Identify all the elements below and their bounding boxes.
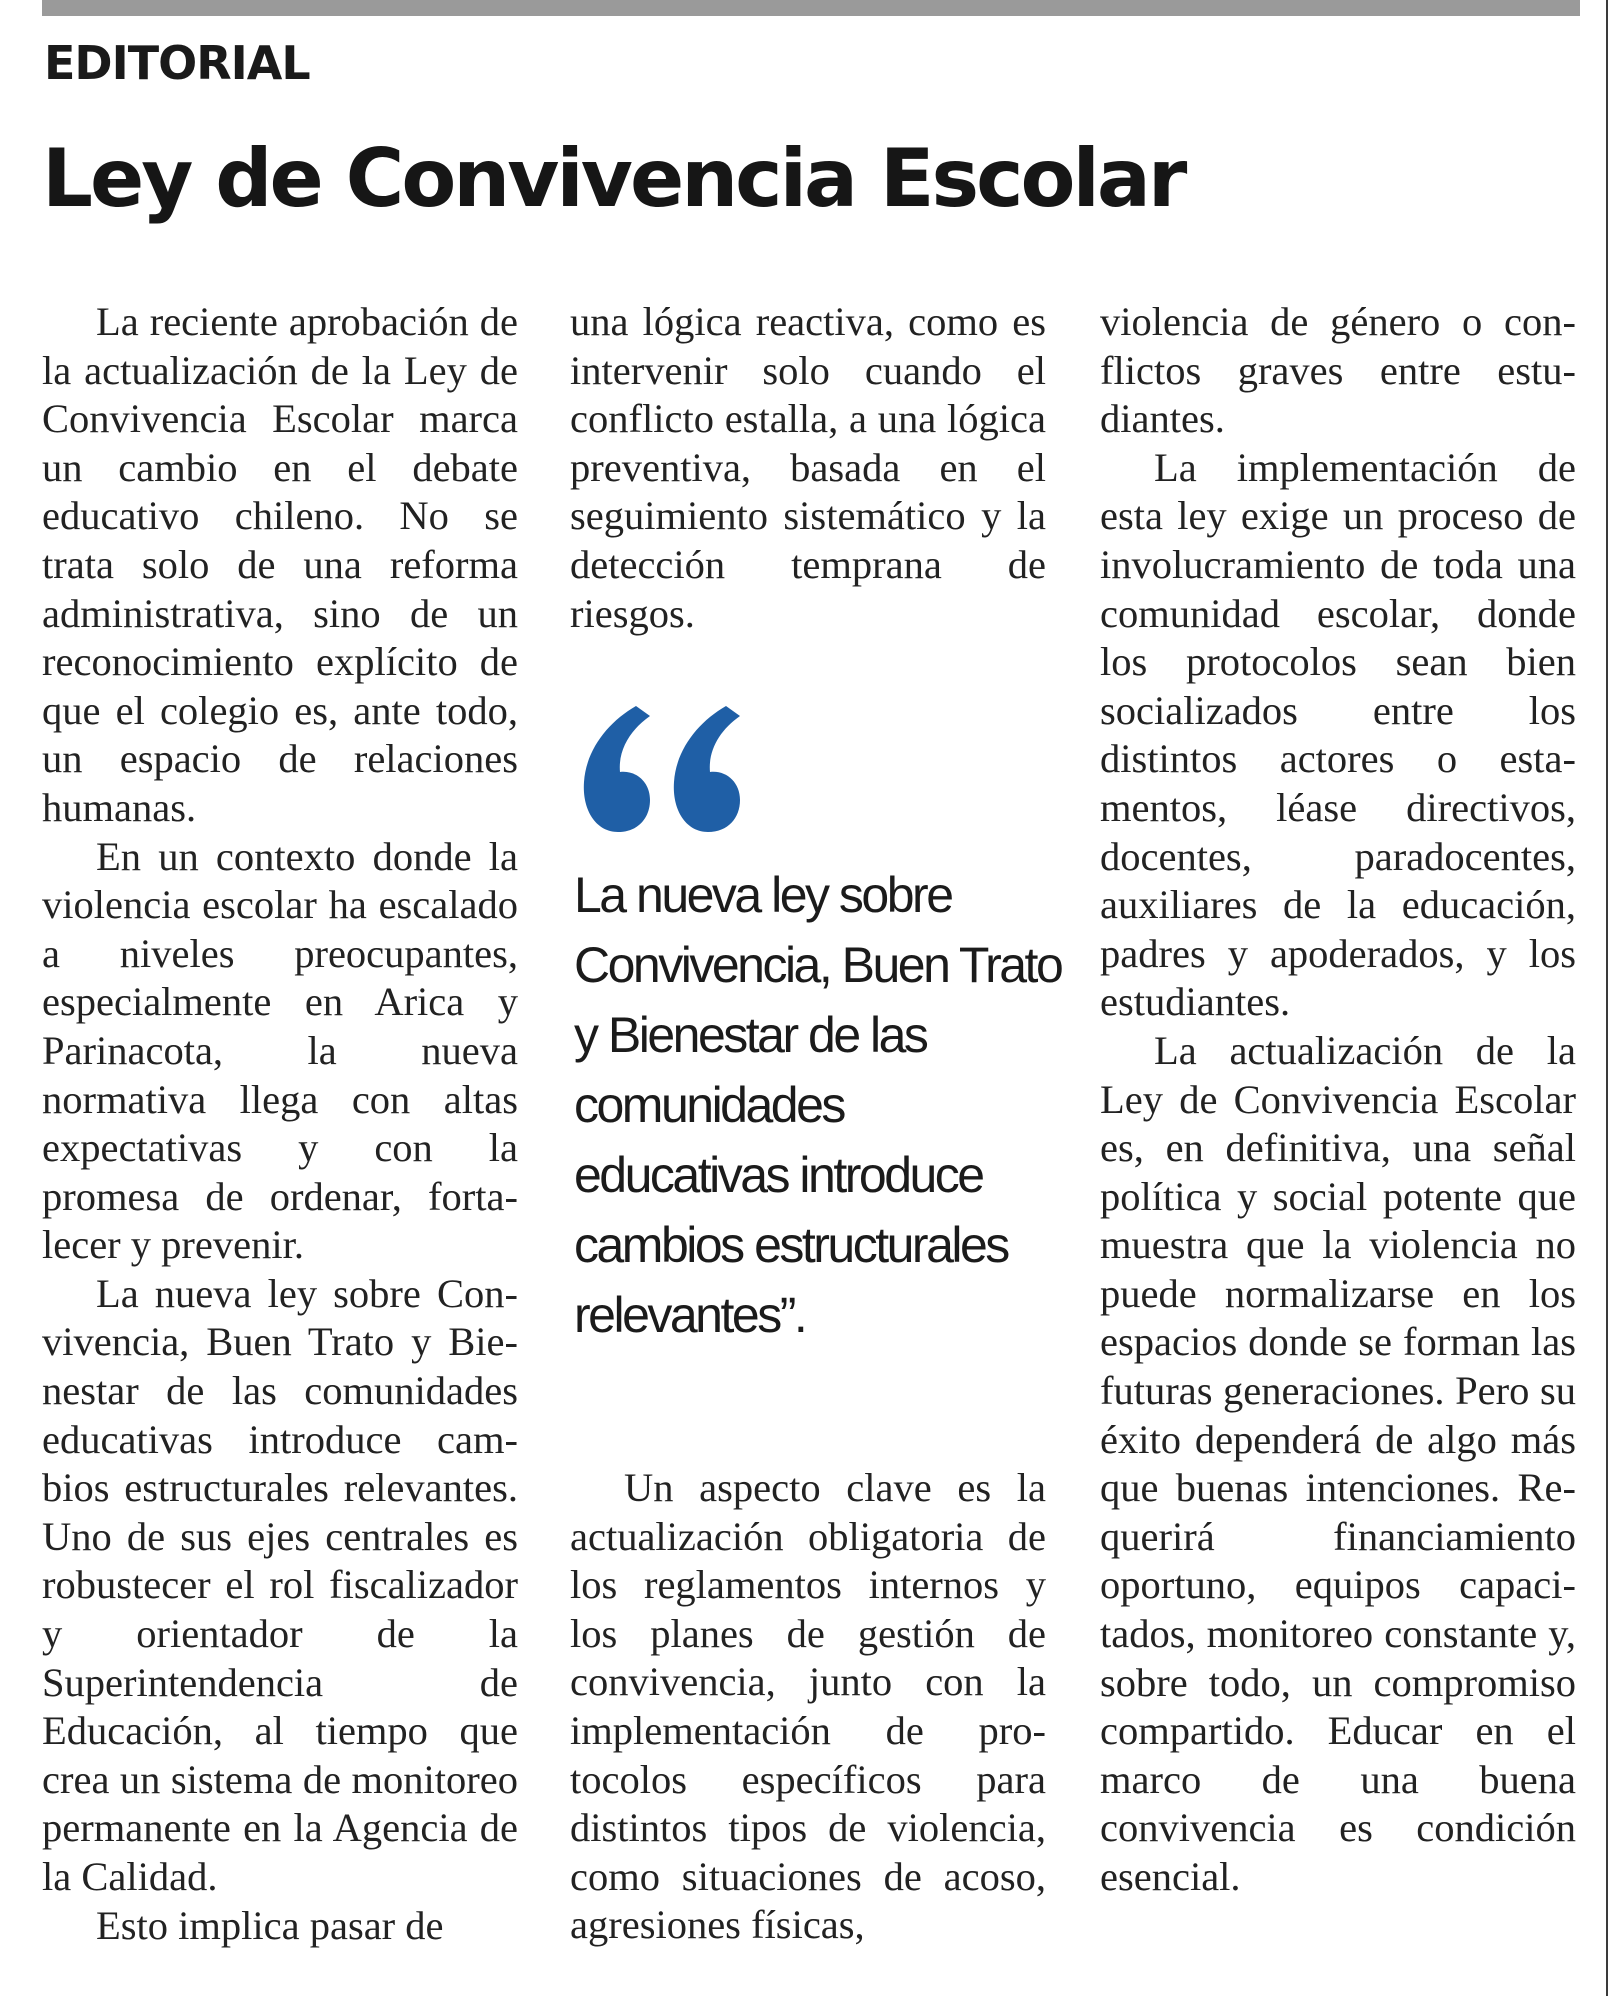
column-2-bottom bbox=[570, 1464, 1046, 1950]
paragraph: Esto implica pasar de bbox=[96, 1902, 444, 1948]
paragraph: violencia de género o conflictos graves entre estudiantes. bbox=[1100, 299, 1576, 442]
column-1 bbox=[42, 298, 518, 1950]
section-label: EDITORIAL bbox=[44, 36, 310, 90]
paragraph: una lógica reactiva, como es intervenir solo cuando el conflicto estalla, a una lógica preventiva, basada en el seguimiento sistemático y la detección temprana de riesgos. bbox=[570, 299, 1046, 636]
paragraph: La nueva ley sobre Convivencia, Buen Trato y Bienestar de las comunidades educativas introduce cambios estructurales relevantes. Uno de sus ejes centrales es robustecer el rol fiscalizador y orientador de la Superintendencia de Educación, al tiempo que crea un sistema de monitoreo permanente en la Agencia de la Calidad. bbox=[42, 1270, 518, 1899]
column-2-top bbox=[570, 298, 1046, 638]
paragraph: La actualización de la Ley de Convivencia Escolar es, en definitiva, una señal política y social potente que muestra que la violencia no puede normalizarse en los espacios donde se forman las futuras generaciones. Pero su éxito dependerá de algo más que buenas intenciones. Requerirá financiamiento oportuno, equipos capacitados, monitoreo constante y, sobre todo, un compromiso compartido. Educar en el marco de una buena convivencia es condición esencial. bbox=[1100, 1027, 1576, 1899]
top-rule bbox=[42, 0, 1580, 16]
paragraph: La reciente aprobación de la actualización de la Ley de Convivencia Escolar marca un cambio en el debate educativo chileno. No se trata solo de una reforma administrativa, sino de un reconocimiento explícito de que el colegio es, ante todo, un espacio de relaciones humanas. bbox=[42, 299, 518, 830]
quote-mark-icon bbox=[578, 700, 748, 840]
paragraph: Un aspecto clave es la actualización obligatoria de los reglamentos internos y los planes de gestión de convivencia, junto con la implementación de protocolos específicos para distintos tipos de violencia, como situaciones de acoso, agresiones físicas, bbox=[570, 1465, 1046, 1948]
headline: Ley de Convivencia Escolar bbox=[42, 132, 1185, 225]
paragraph: En un contexto donde la violencia escolar ha escalado a niveles preocupantes, especialmente en Arica y Parinacota, la nueva normativa llega con altas expectativas y con la promesa de ordenar, fortalecer y prevenir. bbox=[42, 833, 518, 1268]
pull-quote: La nueva ley sobre Convivencia, Buen Trato y Bienestar de las comunidades educativas introduce cambios estructurales relevantes”. bbox=[574, 867, 1062, 1343]
column-3 bbox=[1100, 298, 1576, 1902]
paragraph: La implementación de esta ley exige un proceso de involucramiento de toda una comunidad escolar, donde los protocolos sean bien socializados entre los distintos actores o estamentos, léase directivos, docentes, paradocentes, auxiliares de la educación, padres y apoderados, y los estudiantes. bbox=[1100, 444, 1576, 1025]
right-edge-rule bbox=[1606, 0, 1608, 1996]
